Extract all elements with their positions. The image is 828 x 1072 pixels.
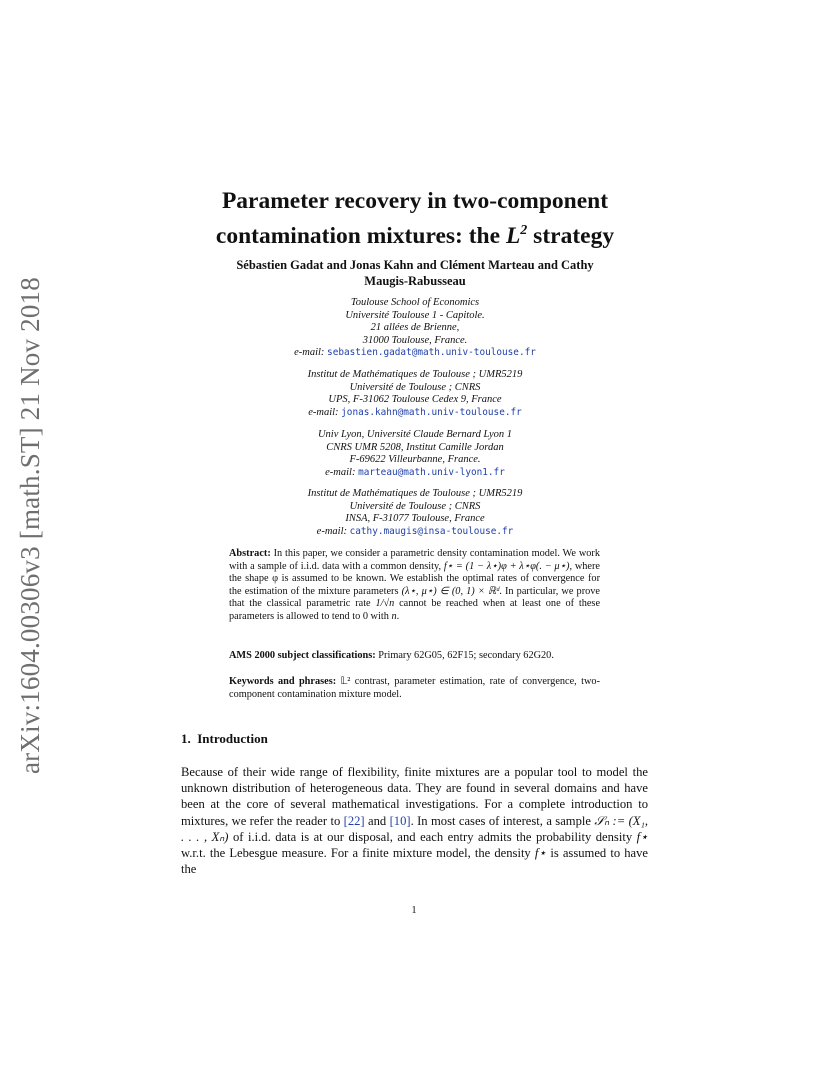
section-title: Introduction — [197, 731, 268, 746]
email-link[interactable]: jonas.kahn@math.univ-toulouse.fr — [341, 406, 522, 418]
affil-line: INSA, F-31077 Toulouse, France — [345, 513, 485, 525]
keywords-label: Keywords and phrases: — [229, 676, 337, 687]
arxiv-side-stamp: arXiv:1604.00306v3 [math.ST] 21 Nov 2018 — [15, 277, 45, 774]
affil-line: Toulouse School of Economics — [350, 297, 480, 308]
affil-line: Université de Toulouse ; CNRS — [349, 500, 481, 512]
title-superscript: 2 — [520, 223, 528, 238]
intro-formula: f⋆ — [636, 829, 649, 844]
title-line-2-prefix: contamination mixtures: the — [215, 222, 506, 249]
email-label: e-mail: — [325, 466, 359, 478]
affil-line: CNRS UMR 5208, Institut Camille Jordan — [326, 441, 504, 453]
citation-link[interactable]: [22] — [343, 813, 365, 828]
authors-line-2: Maugis-Rabusseau — [364, 274, 466, 288]
paper-title — [150, 186, 680, 251]
intro-text: is assumed to have the — [181, 846, 648, 877]
affil-line: F-69622 Villeurbanne, France. — [349, 454, 481, 466]
abstract-formula: 1/√n — [375, 598, 395, 610]
affil-email-row — [230, 467, 600, 480]
abstract-formula: n — [391, 610, 397, 622]
authors-line-1: Sébastien Gadat and Jonas Kahn and Clément Marteau and Cathy — [236, 258, 594, 272]
intro-text: and — [364, 813, 390, 828]
email-link[interactable]: marteau@math.univ-lyon1.fr — [358, 466, 505, 478]
title-l-symbol: L — [505, 222, 521, 249]
ams-classifications — [229, 650, 600, 663]
affil-line: 21 allées de Brienne, — [370, 322, 460, 334]
ams-text: Primary 62G05, 62F15; secondary 62G20. — [375, 650, 554, 661]
email-link[interactable]: cathy.maugis@insa-toulouse.fr — [349, 525, 514, 537]
abstract-text: cannot be reached when at least one of these parameters is allowed to tend to 0 with — [229, 598, 601, 622]
abstract-text: In this paper, we consider a parametric density contamination model. We work with a sample of i.i.d. data with a common density, — [229, 548, 600, 572]
affiliation-4 — [230, 488, 600, 538]
affil-line: 31000 Toulouse, France. — [362, 334, 468, 346]
intro-paragraph — [181, 764, 648, 877]
affil-email-row — [230, 526, 600, 539]
affiliation-2 — [230, 369, 600, 419]
email-label: e-mail: — [294, 347, 328, 359]
intro-formula: 𝒮ₙ := (X₁, . . . , Xₙ) — [181, 813, 649, 844]
affil-email-row — [230, 347, 600, 360]
authors — [165, 257, 665, 289]
abstract-label: Abstract: — [229, 548, 271, 559]
title-line-1: Parameter recovery in two-component — [221, 188, 609, 214]
abstract-text: . — [396, 610, 400, 622]
abstract-text: . In particular, we prove that the classical parametric rate — [229, 585, 600, 610]
intro-text: Because of their wide range of flexibility, finite mixtures are a popular tool to model the unknown distribution of heterogeneous data. They are found in several domains and have been at the core of several mathematical investigations. For a complete introduction to mixtures, we refer the reader to — [181, 765, 648, 828]
abstract-formula: f⋆ = (1 − λ⋆)φ + λ⋆φ(. − μ⋆) — [443, 560, 570, 572]
abstract-text: , where the shape φ is assumed to be known. We establish the optimal rates of convergence for the estimation of the mixture parameters — [229, 560, 601, 597]
abstract-formula: (λ⋆, μ⋆) ∈ (0, 1) × ℝᵈ — [401, 585, 500, 597]
title-line-2-suffix: strategy — [527, 222, 615, 249]
email-label: e-mail: — [308, 406, 342, 418]
email-link[interactable]: sebastien.gadat@math.univ-toulouse.fr — [327, 347, 536, 359]
affiliation-3 — [230, 429, 600, 479]
section-heading — [181, 731, 268, 747]
intro-text: . In most cases of interest, a sample — [410, 813, 595, 828]
title-line-2 — [150, 216, 680, 251]
affil-line: Université de Toulouse ; CNRS — [349, 381, 481, 393]
affil-email-row — [230, 407, 600, 420]
affil-line: Univ Lyon, Université Claude Bernard Lyon 1 — [317, 429, 513, 440]
affil-line: UPS, F-31062 Toulouse Cedex 9, France — [328, 394, 502, 406]
page-number: 1 — [411, 905, 417, 916]
affil-line: Institut de Mathématiques de Toulouse ; UMR5219 — [307, 488, 523, 499]
keywords-text: 𝕃² contrast, parameter estimation, rate of convergence, two-component contamination mixture model. — [229, 676, 600, 700]
intro-formula: f⋆ — [534, 846, 547, 861]
abstract — [229, 548, 600, 624]
email-label: e-mail: — [316, 525, 350, 537]
ams-label: AMS 2000 subject classifications: — [229, 650, 376, 661]
intro-text: w.r.t. the Lebesgue measure. For a finite mixture model, the density — [181, 846, 535, 861]
affil-line: Institut de Mathématiques de Toulouse ; UMR5219 — [307, 369, 523, 380]
keywords — [229, 676, 600, 701]
affil-line: Université Toulouse 1 - Capitole. — [345, 309, 485, 321]
affiliation-1 — [230, 297, 600, 360]
section-number: 1. — [181, 731, 191, 746]
intro-text: of i.i.d. data is at our disposal, and each entry admits the probability density — [228, 829, 637, 844]
citation-link[interactable]: [10] — [389, 813, 411, 828]
